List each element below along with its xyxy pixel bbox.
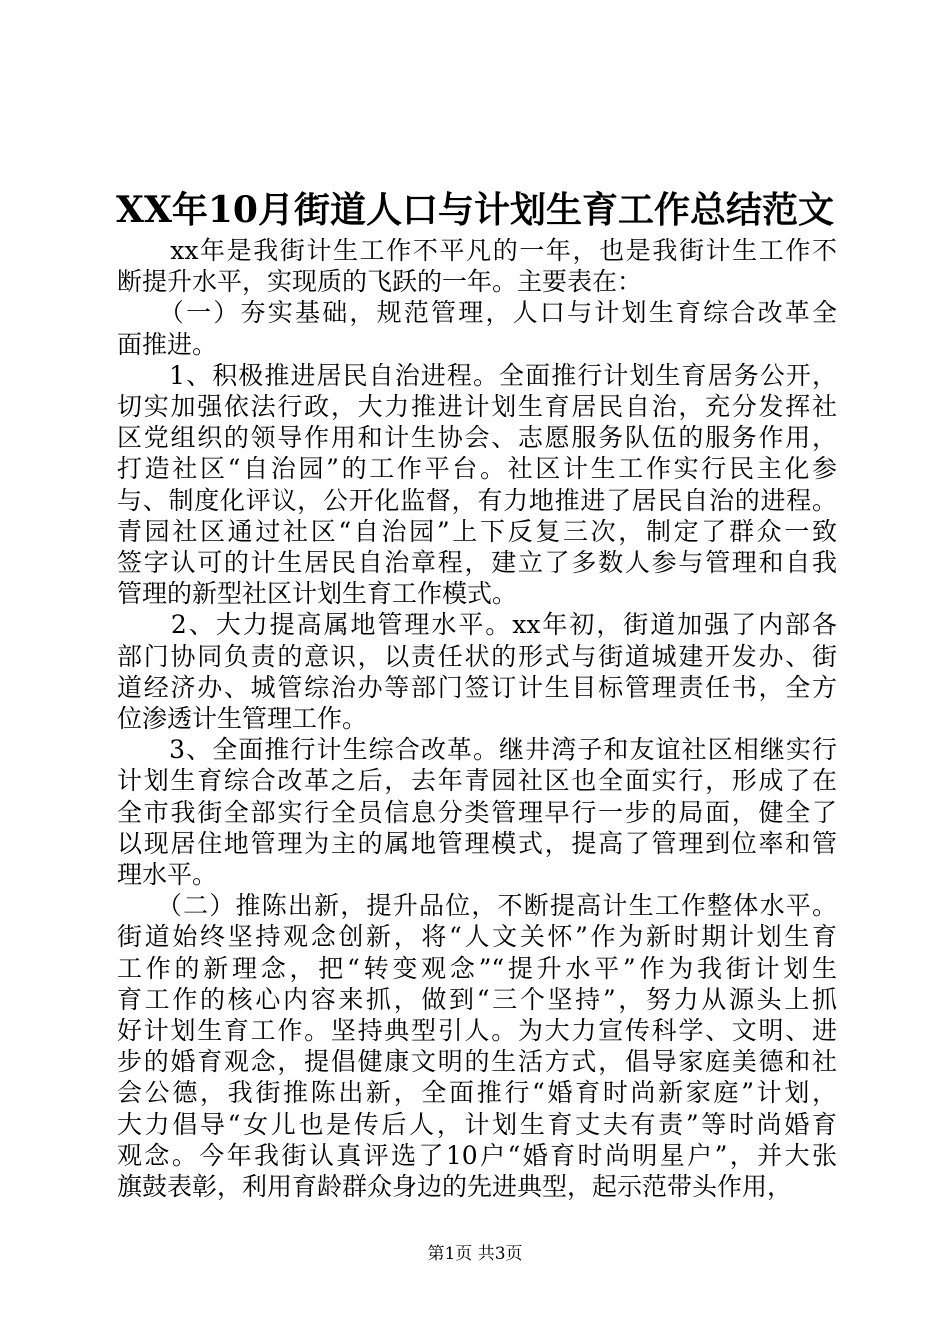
body-text-line: 部门协同负责的意识，以责任状的形式与街道城建开发办、街 <box>117 641 837 671</box>
body-text-line: （一）夯实基础，规范管理，人口与计划生育综合改革全 <box>117 298 837 328</box>
body-text-line: 全市我街全部实行全员信息分类管理早行一步的局面，健全了 <box>117 797 837 827</box>
body-text-line: 打造社区“自治园”的工作平台。社区计生工作实行民主化参 <box>117 454 837 484</box>
body-text-line: （二）推陈出新，提升品位，不断提高计生工作整体水平。 <box>117 891 837 921</box>
page-footer: 第1页 共3页 <box>427 1244 523 1264</box>
body-text-line: 面推进。 <box>117 329 218 359</box>
body-text-line: 管理的新型社区计划生育工作模式。 <box>117 579 518 609</box>
body-text-line: 大力倡导“女儿也是传后人，计划生育丈夫有责”等时尚婚育 <box>117 1109 837 1139</box>
body-text-line: 位渗透计生管理工作。 <box>117 704 368 733</box>
body-text-line: 理水平。 <box>117 860 218 889</box>
body-text-line: 道经济办、城管综治办等部门签订计生目标管理责任书，全方 <box>117 672 837 702</box>
body-text-line: 签字认可的计生居民自治章程，建立了多数人参与管理和自我 <box>117 548 837 577</box>
body-text-line: 区党组织的领导作用和计生协会、志愿服务队伍的服务作用， <box>117 423 837 453</box>
body-text-line: 会公德，我街推陈出新，全面推行“婚育时尚新家庭”计划， <box>117 1078 837 1108</box>
document-title: XX年10月街道人口与计划生育工作总结范文 <box>116 189 834 231</box>
body-text-line: 旗鼓表彰，利用育龄群众身边的先进典型，起示范带头作用， <box>117 1172 793 1201</box>
body-text-line: 切实加强依法行政，大力推进计划生育居民自治，充分发挥社 <box>117 392 837 421</box>
body-text-line: 街道始终坚持观念创新，将“人文关怀”作为新时期计划生育 <box>117 922 837 952</box>
body-text-line: 以现居住地管理为主的属地管理模式，提高了管理到位率和管 <box>117 828 837 858</box>
body-text-line: 步的婚育观念，提倡健康文明的生活方式，倡导家庭美德和社 <box>117 1047 837 1077</box>
body-text-line: 育工作的核心内容来抓，做到“三个坚持”，努力从源头上抓 <box>117 984 837 1014</box>
body-text-line: 计划生育综合改革之后，去年青园社区也全面实行，形成了在 <box>117 766 837 796</box>
body-text-line: 2、大力提高属地管理水平。xx年初，街道加强了内部各 <box>117 610 837 640</box>
body-text-line: 青园社区通过社区“自治园”上下反复三次，制定了群众一致 <box>117 516 837 546</box>
body-text-line: 断提升水平，实现质的飞跃的一年。主要表在： <box>117 267 643 297</box>
body-text-line: 3、全面推行计生综合改革。继井湾子和友谊社区相继实行 <box>117 735 837 765</box>
body-text-line: 好计划生育工作。坚持典型引人。为大力宣传科学、文明、进 <box>117 1016 837 1045</box>
body-text-line: 观念。今年我街认真评选了10户“婚育时尚明星户”，并大张 <box>117 1140 837 1170</box>
body-text-line: xx年是我街计生工作不平凡的一年，也是我街计生工作不 <box>117 236 837 265</box>
body-text-line: 工作的新理念，把“转变观念”“提升水平”作为我街计划生 <box>117 953 837 983</box>
body-text-line: 与、制度化评议，公开化监督，有力地推进了居民自治的进程。 <box>117 485 837 515</box>
body-text-line: 1、积极推进居民自治进程。全面推行计划生育居务公开， <box>117 360 837 390</box>
